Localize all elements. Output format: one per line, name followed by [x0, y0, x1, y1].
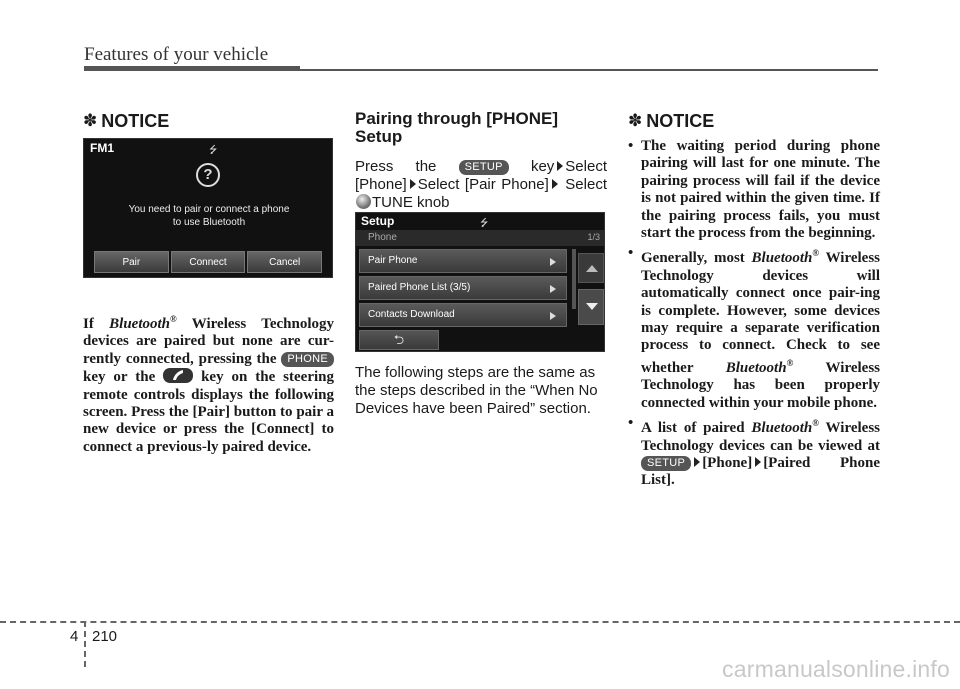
setup-key-badge: SETUP	[641, 456, 691, 471]
text: If	[83, 316, 94, 332]
header-bar	[84, 66, 300, 71]
menu-item-contacts-download[interactable]	[359, 303, 567, 327]
text: key on the steering remote controls displays the following screen. Press the [Pair] button to pair a new device or press the [Connect] to connect a previous-ly paired device.	[83, 369, 334, 455]
text: A list of paired	[641, 420, 745, 437]
bluetooth-connect-screen	[83, 138, 333, 278]
menu-item-paired-phone-list[interactable]	[359, 276, 567, 300]
column-1	[83, 110, 335, 132]
registered-mark: ®	[812, 418, 819, 429]
column-2	[355, 110, 607, 212]
message-line-1: You need to pair or connect a phone	[128, 204, 290, 215]
registered-mark: ®	[786, 357, 794, 368]
text: Wireless Technology has been properly connected within your mobile phone.	[641, 359, 880, 411]
screen-title: Setup	[361, 214, 395, 228]
text: [Phone]	[702, 454, 753, 471]
text: Select [Pair Phone]	[417, 176, 549, 193]
scroll-down-button[interactable]	[578, 289, 604, 325]
pair-button[interactable]: Pair	[94, 251, 169, 273]
screen-subheader	[356, 230, 605, 246]
chapter-number: 4	[70, 628, 79, 645]
page-indicator: 1/3	[587, 232, 600, 242]
usb-icon: ⭍	[209, 145, 218, 156]
bluetooth-brand: Bluetooth	[751, 420, 813, 437]
notice-label: NOTICE	[101, 110, 170, 131]
list-item	[628, 245, 880, 412]
asterisk-icon: ✽	[628, 111, 643, 130]
section-note: The following steps are the same as the steps described in the “When No Devices have been Paired” section.	[355, 364, 598, 417]
menu-item-label: Paired Phone List (3/5)	[368, 282, 471, 293]
header-rule	[300, 69, 878, 71]
bluetooth-brand: Bluetooth	[725, 359, 787, 376]
subheader-label: Phone	[368, 232, 397, 243]
scroll-up-button[interactable]	[578, 253, 604, 283]
watermark: carmanualsonline.info	[722, 656, 950, 682]
bluetooth-brand: Bluetooth	[109, 316, 170, 332]
text: Press the	[355, 158, 437, 175]
arrow-right-icon	[410, 179, 416, 189]
back-button[interactable]: ⮌	[359, 330, 439, 350]
tune-knob-icon	[356, 194, 371, 209]
text: TUNE knob	[372, 194, 450, 211]
asterisk-icon: ✽	[83, 111, 98, 130]
usb-icon: ⭍	[480, 218, 489, 229]
text: Wireless Technology devices are paired but none are cur-rently connected, pressing the	[83, 316, 335, 367]
setup-key-badge: SETUP	[459, 160, 509, 175]
chevron-right-icon	[550, 285, 556, 293]
text: key	[530, 158, 555, 175]
text: [Paired Phone List].	[641, 454, 880, 489]
scrollbar[interactable]	[572, 249, 576, 309]
question-icon: ?	[196, 163, 220, 187]
text: key or the	[83, 369, 156, 386]
call-key-icon	[163, 368, 193, 383]
text: Wireless Technology devices can be viewed at	[641, 420, 880, 454]
list-item: • The waiting period during phone pairing will last for one minute. The pairing process will fail if the device is not paired within the given time. If the pairing process fails, you must start the process from the beginning.	[628, 138, 880, 242]
message-line-2: to use Bluetooth	[172, 217, 246, 228]
notice-label: NOTICE	[646, 110, 715, 131]
triangle-up-icon	[586, 265, 598, 272]
section-heading: Pairing through [PHONE] Setup	[355, 109, 559, 146]
menu-item-label: Contacts Download	[368, 309, 455, 320]
menu-item-pair-phone[interactable]	[359, 249, 567, 273]
chevron-right-icon	[550, 312, 556, 320]
text: Wireless Technology devices will automatically connect once pair-ing is complete. However, some devices may require a separate verification process to connect. Check to see whether	[641, 250, 881, 376]
column-3	[628, 110, 880, 493]
text: Select	[565, 176, 607, 193]
page-number: 210	[92, 628, 118, 645]
text: Generally, most	[641, 250, 745, 267]
pairing-steps	[355, 158, 607, 212]
phone-key-badge: PHONE	[281, 352, 334, 367]
footer-rule	[0, 621, 960, 623]
col1-paragraph	[83, 311, 334, 456]
bluetooth-brand: Bluetooth	[751, 250, 813, 267]
chevron-right-icon	[550, 258, 556, 266]
arrow-right-icon	[557, 161, 563, 171]
registered-mark: ®	[812, 248, 820, 259]
footer-divider	[84, 621, 86, 667]
screen-button-row	[94, 251, 322, 273]
screen-title: FM1	[90, 141, 114, 155]
arrow-right-icon	[755, 457, 761, 467]
header-title: Features of your vehicle	[84, 44, 269, 65]
list-item	[628, 415, 880, 490]
notice-heading-1	[83, 110, 335, 132]
registered-mark: ®	[170, 314, 177, 324]
notice-heading-3	[628, 110, 880, 132]
phone-setup-screen	[355, 212, 605, 352]
arrow-right-icon	[552, 179, 558, 189]
screen-message	[84, 203, 334, 229]
text: Select [Phone]	[355, 158, 607, 193]
arrow-right-icon	[694, 457, 700, 467]
triangle-down-icon	[586, 303, 598, 310]
connect-button[interactable]: Connect	[171, 251, 246, 273]
cancel-button[interactable]: Cancel	[247, 251, 322, 273]
menu-item-label: Pair Phone	[368, 255, 418, 266]
notice-list	[628, 138, 880, 490]
